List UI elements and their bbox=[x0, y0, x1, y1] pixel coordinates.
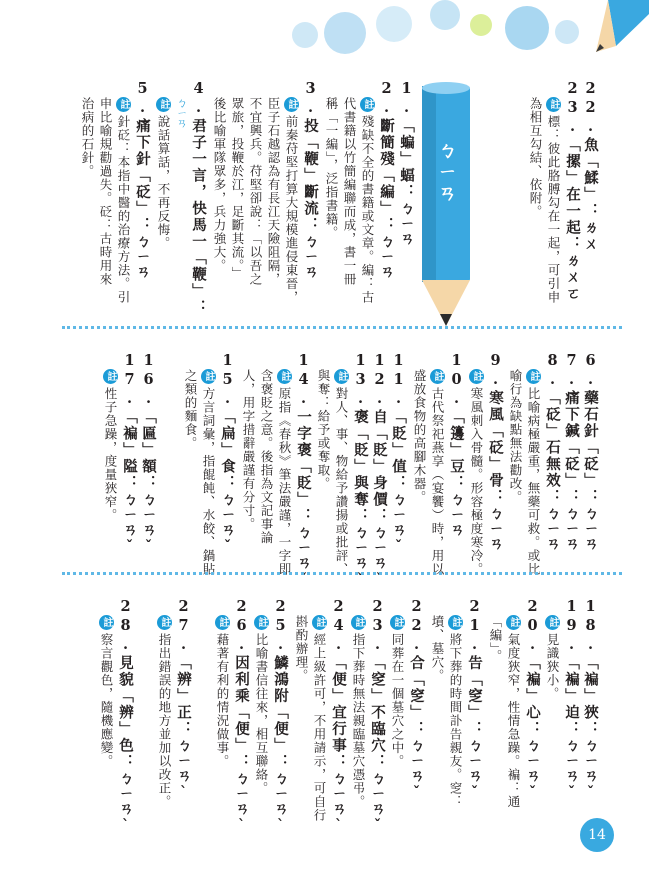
entry-25-head: 25.鱗鴻附「便」：ㄅㄧㄢˋ bbox=[272, 598, 289, 837]
decor-circle-3 bbox=[376, 6, 412, 42]
entry-8-head: 8.「砭」石無效：ㄅㄧㄢ bbox=[544, 352, 561, 553]
entry-15-note: 註方言詞彙，指餛飩、水餃、鍋貼 bbox=[201, 371, 216, 576]
note-badge-icon: 註 bbox=[256, 617, 267, 628]
entry-14-note3: 人，用字措辭嚴謹有分寸。 bbox=[241, 369, 256, 531]
note-badge-icon: 註 bbox=[392, 617, 403, 628]
note-badge-icon: 註 bbox=[528, 371, 539, 382]
entry-6-head: 6.藥石針「砭」：ㄅㄧㄢ bbox=[582, 352, 599, 553]
note-badge-icon: 註 bbox=[217, 617, 228, 628]
decor-circle-7 bbox=[555, 20, 579, 44]
entry-17-head: 17.「褊」隘：ㄅㄧㄢˇ bbox=[121, 352, 138, 558]
note-badge-icon: 註 bbox=[158, 99, 169, 110]
page-number: 14 bbox=[580, 818, 614, 852]
entry-21-note2: 墳、墓穴。 bbox=[430, 615, 445, 683]
entry-3-note2: 臣子石越認為有長江天險阻隔， bbox=[266, 97, 281, 286]
entry-10-note2: 盛放食物的高腳木器。 bbox=[412, 369, 427, 504]
entry-19-head: 19.「褊」迫：ㄅㄧㄢˇ bbox=[563, 598, 580, 804]
note-badge-icon: 註 bbox=[353, 617, 364, 628]
entry-3-note3: 不宜興兵。苻堅卻說：「以吾之 bbox=[248, 97, 263, 286]
entry-4-note: 註說話算話，不再反悔。 bbox=[156, 99, 171, 250]
entry-23-note2: 為相互勾結、依附。 bbox=[528, 97, 543, 219]
note-badge-icon: 註 bbox=[105, 371, 116, 382]
decor-circle-5 bbox=[470, 14, 492, 36]
note-badge-icon: 註 bbox=[548, 99, 559, 110]
entry-8-note2: 喻行為缺點無法勸改。 bbox=[508, 369, 523, 504]
decor-circle-2 bbox=[324, 12, 366, 54]
note-badge-icon: 註 bbox=[432, 371, 443, 382]
entry-24-note: 註經上級許可，不用請示，可自行 bbox=[312, 617, 327, 822]
entry-23-note: 註標：彼此胳膊勾在一起，可引申 bbox=[546, 99, 561, 304]
entry-3-note4: 眾旅，投鞭於江，足斷其流。」 bbox=[230, 97, 245, 280]
entry-24-note2: 斟酌辦理。 bbox=[294, 615, 309, 683]
entry-16-head: 16.「匾」額：ㄅㄧㄢˇ bbox=[140, 352, 157, 558]
entry-19-note: 註見識狹小。 bbox=[545, 617, 560, 701]
note-badge-icon: 註 bbox=[547, 617, 558, 628]
entry-21-head: 21.告「窆」：ㄅㄧㄢˇ bbox=[466, 598, 483, 804]
section-divider-1 bbox=[62, 326, 622, 329]
entry-5-head: 5.痛下針「砭」：ㄅㄧㄢ bbox=[134, 80, 151, 281]
note-badge-icon: 註 bbox=[279, 371, 290, 382]
entry-26-note: 註藉著有利的情況做事。 bbox=[215, 617, 230, 768]
decor-circle-1 bbox=[292, 22, 318, 48]
entry-5-note2: 申比喻規勸過失。砭：古時用來 bbox=[98, 97, 113, 286]
note-badge-icon: 註 bbox=[286, 99, 297, 110]
entry-10-head: 10.「籩」豆：ㄅㄧㄢ bbox=[448, 352, 465, 539]
entry-22b-head: 22.合「窆」：ㄅㄧㄢˇ bbox=[408, 598, 425, 804]
entry-22-head: 22.魚「鰇」：ㄌㄨ bbox=[582, 80, 599, 253]
note-badge-icon: 註 bbox=[508, 617, 519, 628]
entry-12-head: 12.自「貶」身價：ㄅㄧㄢˇ bbox=[371, 352, 388, 591]
entry-22b-note: 註同葬在一個墓穴之中。 bbox=[390, 617, 405, 768]
entry-15-head: 15.「扁」食：ㄅㄧㄢˇ bbox=[219, 352, 236, 558]
pencil-label: ㄅㄧㄢ bbox=[435, 140, 457, 206]
entry-2-note: 註殘缺不全的書籍或文章。編：古 bbox=[360, 99, 375, 304]
entry-14-note2: 含褒貶之意。後指為文記事論 bbox=[259, 369, 274, 545]
entry-3-head: 3.投「鞭」斷流：ㄅㄧㄢ bbox=[302, 80, 319, 281]
pencil-icon bbox=[414, 82, 478, 330]
entry-28-head: 28.見貌「辨」色：ㄅㄧㄢˋ bbox=[117, 598, 134, 837]
entry-10-note: 註古代祭祀燕享（宴饗）時，用以 bbox=[430, 371, 445, 576]
corner-pencil-icon bbox=[588, 0, 649, 55]
entry-2-note2: 代書籍以竹簡編聯而成，書一冊 bbox=[342, 97, 357, 286]
entry-14-note: 註原指《春秋》筆法嚴謹，一字即 bbox=[277, 371, 292, 576]
entry-17-note: 註性子急躁，度量狹窄。 bbox=[103, 371, 118, 522]
entry-4-zhuyin: ㄅㄧㄢ bbox=[175, 97, 188, 128]
entry-11-head: 11.「貶」值：ㄅㄧㄢˇ bbox=[390, 352, 407, 558]
entry-2-note3: 稱「一編」，泛指書籍。 bbox=[324, 97, 339, 240]
entry-13-note: 註對人、事、物給予讚揚或批評、 bbox=[334, 371, 349, 576]
note-badge-icon: 註 bbox=[101, 617, 112, 628]
note-badge-icon: 註 bbox=[118, 99, 129, 110]
entry-27-note: 註指出錯誤的地方並加以改正。 bbox=[157, 617, 172, 809]
entry-15-note2: 之類的麵食。 bbox=[183, 369, 198, 450]
note-badge-icon: 註 bbox=[362, 99, 373, 110]
entry-3-note: 註前秦苻堅打算大規模進侵東晉， bbox=[284, 99, 299, 304]
entry-14-head: 14.一字褒「貶」：ㄅㄧㄢˇ bbox=[295, 352, 312, 591]
note-badge-icon: 註 bbox=[159, 617, 170, 628]
entry-1-head: 1.「蝙」蝠：ㄅㄧㄢ bbox=[398, 80, 415, 248]
entry-23b-head: 23.「窆」不臨穴：ㄅㄧㄢˇ bbox=[369, 598, 386, 837]
entry-21-note: 註將下葬的時間訃告親友。窆： bbox=[448, 617, 463, 809]
entry-5-note: 註針砭：本指中醫的治療方法。引 bbox=[116, 99, 131, 304]
entry-8-note: 註比喻病極嚴重，無藥可救。或比 bbox=[526, 371, 541, 576]
entry-25-note: 註比喻書信往來，相互聯絡。 bbox=[254, 617, 269, 795]
entry-7-head: 7.痛下鍼「砭」：ㄅㄧㄢ bbox=[563, 352, 580, 553]
entry-23-head: 23.「摞」在一起：ㄌㄨㄛ bbox=[564, 80, 581, 302]
entry-4-head: 4.君子一言，快馬一「鞭」： bbox=[190, 80, 207, 316]
decor-circle-4 bbox=[430, 0, 460, 30]
note-badge-icon: 註 bbox=[450, 617, 461, 628]
entry-13-head: 13.褒「貶」與奪：ㄅㄧㄢˇ bbox=[352, 352, 369, 591]
entry-20-note2: 「編」。 bbox=[488, 615, 503, 663]
entry-9-note: 註寒風刺入骨髓。形容極度寒冷。 bbox=[469, 371, 484, 576]
entry-2-head: 2.斷簡殘「編」：ㄅㄧㄢ bbox=[378, 80, 395, 281]
note-badge-icon: 註 bbox=[314, 617, 325, 628]
decor-circle-6 bbox=[505, 6, 549, 50]
entry-13-note2: 與奪：給予或奪取。 bbox=[316, 369, 331, 491]
entry-23b-note: 註指下葬時無法親臨墓穴憑弔。 bbox=[351, 617, 366, 809]
entry-18-head: 18.「褊」狹：ㄅㄧㄢˇ bbox=[582, 598, 599, 804]
entry-9-head: 9.寒風「砭」骨：ㄅㄧㄢ bbox=[487, 352, 504, 553]
entry-26-head: 26.因利乘「便」：ㄅㄧㄢˋ bbox=[233, 598, 250, 837]
section-divider-2 bbox=[62, 572, 622, 575]
entry-20-head: 20.「褊」心：ㄅㄧㄢˇ bbox=[524, 598, 541, 804]
entry-28-note: 註察言觀色，隨機應變。 bbox=[99, 617, 114, 768]
entry-24-head: 24.「便」宜行事：ㄅㄧㄢˋ bbox=[330, 598, 347, 837]
entry-20-note: 註氣度狹窄，性情急躁。褊：通 bbox=[506, 617, 521, 809]
note-badge-icon: 註 bbox=[471, 371, 482, 382]
entry-27-head: 27.「辨」正：ㄅㄧㄢˋ bbox=[175, 598, 192, 804]
entry-3-note5: 後比喻軍隊眾多，兵力強大。 bbox=[212, 97, 227, 273]
note-badge-icon: 註 bbox=[336, 371, 347, 382]
note-badge-icon: 註 bbox=[203, 371, 214, 382]
entry-5-note3: 治病的石針。 bbox=[80, 97, 95, 178]
